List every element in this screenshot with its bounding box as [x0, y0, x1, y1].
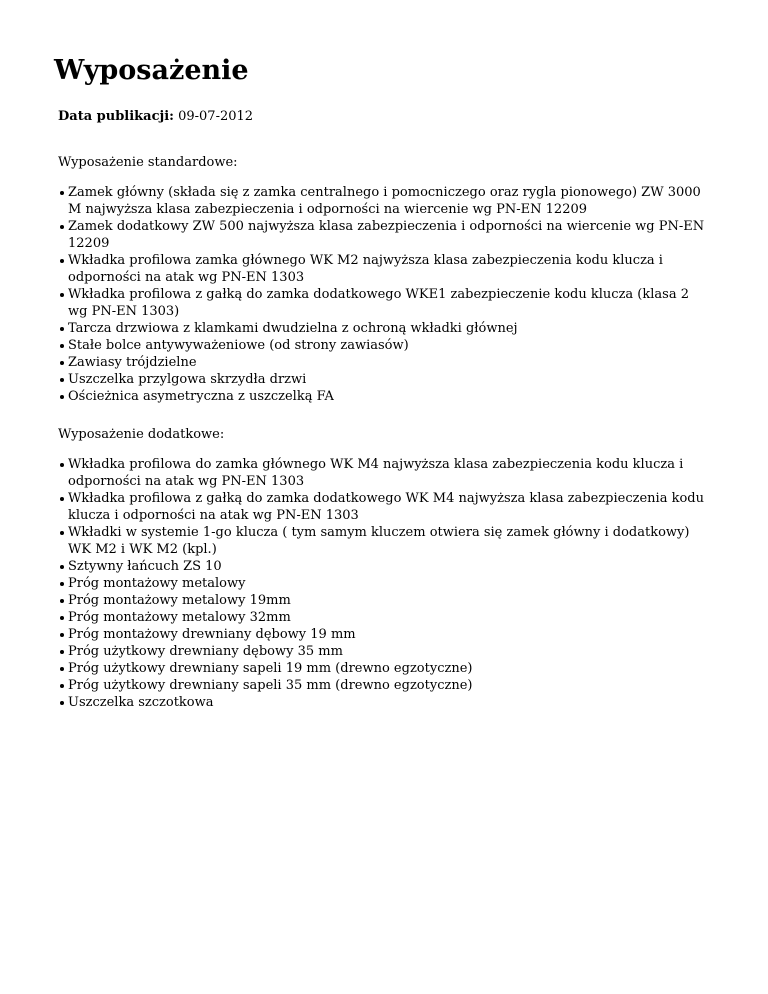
list-item: Ościeżnica asymetryczna z uszczelką FA [68, 388, 710, 405]
list-item: Stałe bolce antywyważeniowe (od strony zawiasów) [68, 337, 710, 354]
additional-equipment-title: Wyposażenie dodatkowe: [58, 427, 225, 442]
list-item: Próg montażowy metalowy 32mm [68, 609, 710, 626]
publication-date-value: 09-07-2012 [178, 109, 254, 124]
list-item: Wkładka profilowa do zamka głównego WK M4 najwyższa klasa zabezpieczenia kodu klucza i odporności na atak wg PN-EN 1303 [68, 456, 710, 490]
standard-equipment-title: Wyposażenie standardowe: [58, 155, 238, 170]
publication-info [58, 108, 253, 125]
list-item: Wkładka profilowa z gałką do zamka dodatkowego WK M4 najwyższa klasa zabezpieczenia kodu klucza i odporności na atak wg PN-EN 1303 [68, 490, 710, 524]
publication-date-label: Data publikacji: [58, 109, 174, 124]
list-item: Próg montażowy metalowy 19mm [68, 592, 710, 609]
list-item: Próg użytkowy drewniany sapeli 19 mm (drewno egzotyczne) [68, 660, 710, 677]
list-item: Wkładka profilowa z gałką do zamka dodatkowego WKE1 zabezpieczenie kodu klucza (klasa 2 wg PN-EN 1303) [68, 286, 710, 320]
additional-equipment-list [58, 456, 710, 711]
list-item: Wkładka profilowa zamka głównego WK M2 najwyższa klasa zabezpieczenia kodu klucza i odporności na atak wg PN-EN 1303 [68, 252, 710, 286]
list-item: Zamek główny (składa się z zamka centralnego i pomocniczego oraz rygla pionowego) ZW 3000 M najwyższa klasa zabezpieczenia i odporności na wiercenie wg PN-EN 12209 [68, 184, 710, 218]
list-item: Zawiasy trójdzielne [68, 354, 710, 371]
page-title: Wyposażenie [54, 55, 249, 86]
list-item: Próg montażowy drewniany dębowy 19 mm [68, 626, 710, 643]
list-item: Sztywny łańcuch ZS 10 [68, 558, 710, 575]
list-item: Wkładki w systemie 1-go klucza ( tym samym kluczem otwiera się zamek główny i dodatkowy) WK M2 i WK M2 (kpl.) [68, 524, 710, 558]
list-item: Uszczelka przylgowa skrzydła drzwi [68, 371, 710, 388]
standard-equipment-list [58, 184, 710, 405]
list-item: Próg użytkowy drewniany sapeli 35 mm (drewno egzotyczne) [68, 677, 710, 694]
standard-equipment-section [58, 154, 710, 405]
list-item: Tarcza drzwiowa z klamkami dwudzielna z ochroną wkładki głównej [68, 320, 710, 337]
additional-equipment-section [58, 426, 710, 711]
list-item: Zamek dodatkowy ZW 500 najwyższa klasa zabezpieczenia i odporności na wiercenie wg PN-EN 12209 [68, 218, 710, 252]
list-item: Próg montażowy metalowy [68, 575, 710, 592]
list-item: Uszczelka szczotkowa [68, 694, 710, 711]
list-item: Próg użytkowy drewniany dębowy 35 mm [68, 643, 710, 660]
